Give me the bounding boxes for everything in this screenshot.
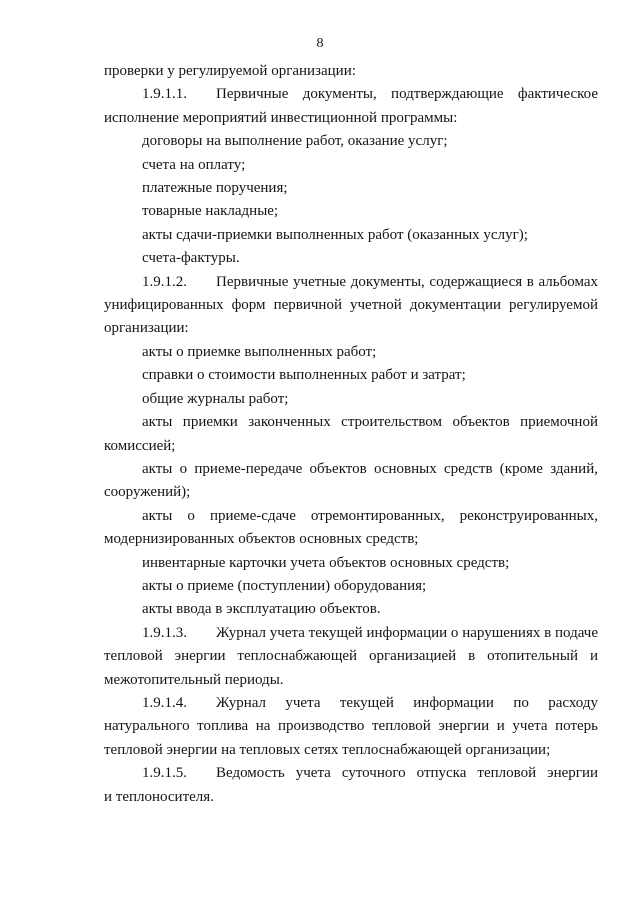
subsection-first-line	[104, 762, 598, 785]
subsection-number: 1.9.1.1.	[142, 86, 187, 103]
list-item: счета на оплату;	[142, 156, 246, 173]
document-body	[104, 60, 598, 809]
subsection-number: 1.9.1.2.	[142, 273, 187, 290]
list-item: акты о приемке выполненных работ;	[142, 343, 377, 360]
subsection	[104, 622, 598, 692]
list-item: инвентарные карточки учета объектов основных средств;	[142, 554, 510, 571]
list-item: акты сдачи-приемки выполненных работ (оказанных услуг);	[142, 226, 528, 243]
subsection	[104, 271, 598, 341]
subsection-heading-text: Журнал учета текущей информации о нарушениях в подаче	[216, 624, 598, 641]
subsection-heading-text: Первичные учетные документы, содержащиеся в альбомах	[216, 273, 598, 290]
subsection-heading-text: Первичные документы, подтверждающие фактическое	[216, 86, 598, 103]
subsection	[104, 83, 598, 130]
subsection-text: унифицированных форм первичной учетной документации регулируемой организации:	[104, 297, 598, 337]
subsection-text: исполнение мероприятий инвестиционной программы:	[104, 109, 458, 126]
subsection-number: 1.9.1.5.	[142, 765, 187, 782]
list-item: счета-фактуры.	[142, 250, 240, 267]
list-item: акты о приеме-сдаче отремонтированных, реконструированных, модернизированных объектов основных средств;	[104, 507, 598, 548]
subsection-number: 1.9.1.4.	[142, 694, 187, 711]
list-item: акты о приеме (поступлении) оборудования;	[142, 577, 427, 594]
subsection-text: тепловой энергии теплоснабжающей организацией в отопительный и межотопительный периоды.	[104, 648, 598, 688]
subsection-heading-text: Журнал учета текущей информации по расходу	[216, 694, 598, 711]
list-item: общие журналы работ;	[142, 390, 289, 407]
subsection	[104, 762, 598, 809]
list-item: акты ввода в эксплуатацию объектов.	[142, 601, 381, 618]
list-item: акты о приеме-передаче объектов основных средств (кроме зданий, сооружений);	[104, 460, 598, 501]
subsection-text: натурального топлива на производство тепловой энергии и учета потерь тепловой энергии на тепловых сетях теплоснабжающей организации;	[104, 718, 598, 758]
list-item: товарные накладные;	[142, 203, 279, 220]
subsection	[104, 692, 598, 762]
subsection-first-line	[104, 692, 598, 715]
list-item: справки о стоимости выполненных работ и затрат;	[142, 367, 466, 384]
subsection-first-line	[104, 622, 598, 645]
subsection-heading-text: Ведомость учета суточного отпуска тепловой энергии	[216, 765, 598, 782]
list-item: договоры на выполнение работ, оказание услуг;	[142, 133, 448, 150]
subsection-first-line	[104, 83, 598, 106]
paragraph-continuation: проверки у регулируемой организации:	[104, 63, 356, 79]
subsection-number: 1.9.1.3.	[142, 624, 187, 641]
list-item: акты приемки законченных строительством объектов приемочной комиссией;	[104, 414, 598, 454]
list-item: платежные поручения;	[142, 180, 288, 197]
subsection-text: и теплоносителя.	[104, 788, 214, 805]
page-number: 8	[316, 36, 324, 51]
subsection-first-line	[104, 271, 598, 294]
